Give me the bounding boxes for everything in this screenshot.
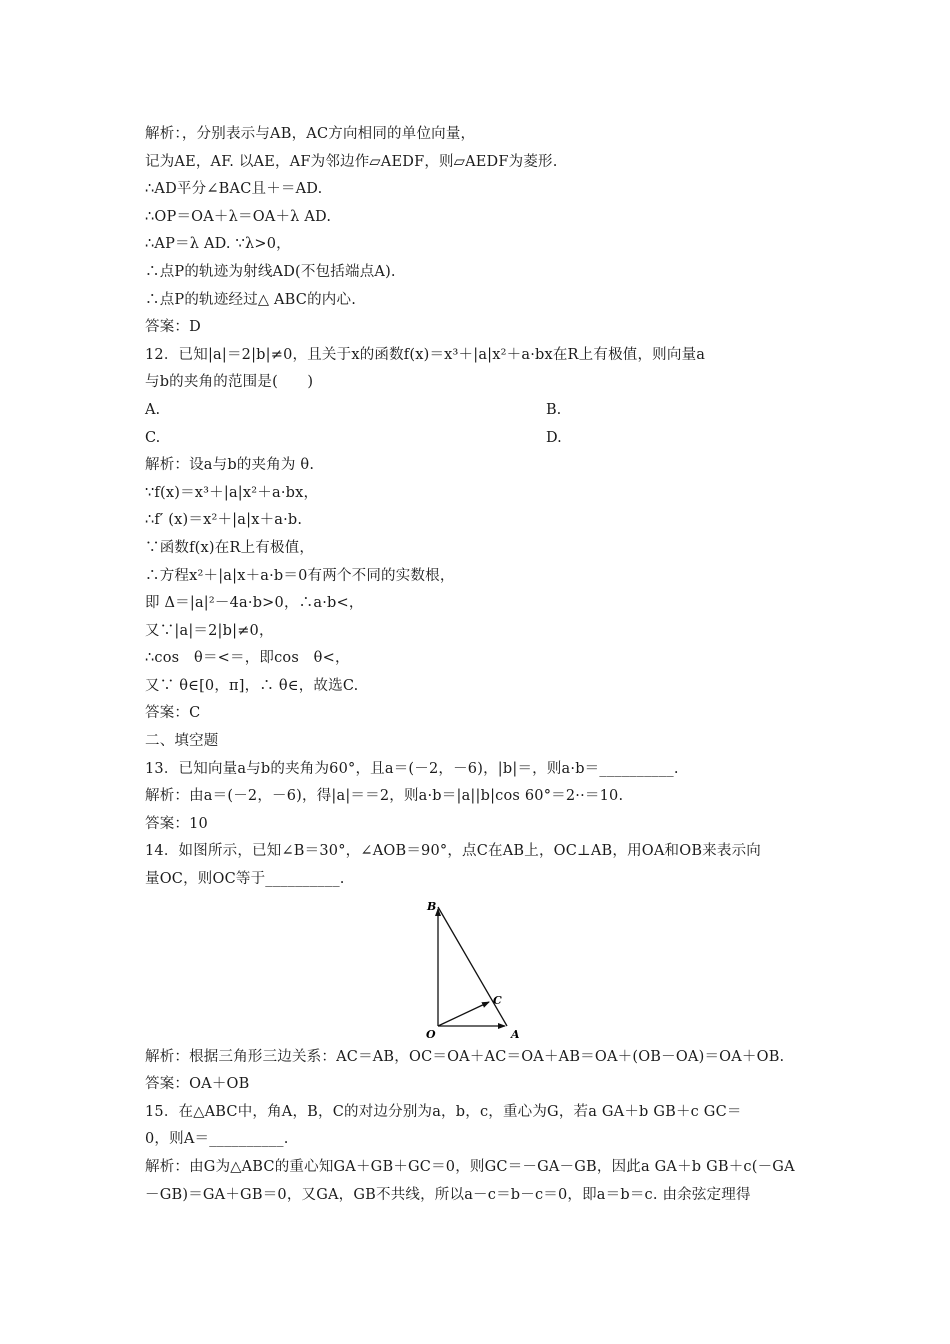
triangle-diagram (425, 898, 535, 1042)
option-row (145, 425, 810, 453)
text-block-mid (145, 452, 810, 894)
text-line: ∴OP＝OA＋λ＝OA＋λ AD. (145, 208, 332, 225)
text-line: 解析：由G为△ABC的重心知GA＋GB＋GC＝0，则GC＝－GA－GB，因此a GA＋b GB＋c(－GA (145, 1159, 795, 1175)
answer-line: 答案：10 (145, 815, 208, 832)
text-line: 解析：由a＝(－2，－6)，得|a|＝＝2，则a·b＝|a||b|cos 60°＝2··＝10. (145, 788, 624, 805)
answer-line: 答案：C (145, 705, 201, 722)
question-12-line: 与b的夹角的范围是( ) (145, 374, 314, 391)
text-block-top (145, 121, 810, 397)
text-line: ∴AP＝λ AD. ∵λ>0， (145, 236, 291, 253)
text-line: 记为AE，AF. 以AE，AF为邻边作▱AEDF，则▱AEDF为菱形. (145, 153, 558, 170)
triangle-figure (145, 898, 810, 1042)
text-line: ∴点P的轨迹经过△ ABC的内心. (145, 291, 357, 308)
question-14-line: 量OC，则OC等于__________. (145, 871, 345, 888)
option-d: D. (546, 429, 562, 446)
text-block-bottom (145, 1044, 810, 1210)
question-15-line: 15．在△ABC中，角A，B，C的对边分别为a，b，c，重心为G，若a GA＋b GB＋c GC＝ (145, 1103, 742, 1120)
label-o: O (426, 1027, 436, 1041)
question-12-line: 12．已知|a|＝2|b|≠0，且关于x的函数f(x)＝x³＋|a|x²＋a·bx在R上有极值，则向量a (145, 346, 706, 363)
option-a: A. (145, 401, 161, 418)
segment-ab (438, 907, 507, 1026)
option-b: B. (546, 401, 562, 418)
question-15-line: 0，则A＝__________. (145, 1131, 289, 1148)
text-line: 即 Δ＝|a|²－4a·b>0，∴a·b<， (145, 595, 364, 612)
text-line: ∴方程x²＋|a|x＋a·b＝0有两个不同的实数根， (145, 567, 455, 584)
text-line: ∴点P的轨迹为射线AD(不包括端点A). (145, 263, 396, 280)
text-line: 解析：，分别表示与AB，AC方向相同的单位向量， (145, 126, 476, 142)
option-row (145, 397, 810, 425)
answer-line: 答案：OA＋OB (145, 1076, 250, 1093)
question-13-line: 13．已知向量a与b的夹角为60°，且a＝(－2，－6)，|b|＝，则a·b＝__________. (145, 760, 679, 777)
text-line: ∴cos θ＝<＝，即cos θ<， (145, 650, 350, 667)
answer-line: 答案：D (145, 319, 201, 336)
text-line: ∵函数f(x)在R上有极值， (145, 539, 315, 556)
label-b: B (427, 899, 437, 913)
document-page (145, 121, 810, 1209)
text-line: ∴f′ (x)＝x²＋|a|x＋a·b. (145, 512, 303, 529)
text-line: ∴AD平分∠BAC且＋＝AD. (145, 181, 323, 198)
section-heading: 二、填空题 (145, 733, 219, 750)
question-14-line: 14．如图所示，已知∠B＝30°，∠AOB＝90°，点C在AB上，OC⊥AB，用OA和OB来表示向 (145, 843, 761, 860)
text-line: ∵f(x)＝x³＋|a|x²＋a·bx， (145, 484, 319, 501)
text-line: 又∵ θ∈[0，π]，∴ θ∈，故选C. (145, 677, 359, 694)
text-line: 解析：根据三角形三边关系：AC＝AB，OC＝OA＋AC＝OA＋AB＝OA＋(OB－OA)＝OA＋OB. (145, 1048, 785, 1065)
text-line: 又∵|a|＝2|b|≠0， (145, 622, 274, 639)
text-line: －GB)＝GA＋GB＝0，又GA，GB不共线，所以a－c＝b－c＝0，即a＝b＝c. 由余弦定理得 (145, 1186, 751, 1203)
option-c: C. (145, 429, 161, 446)
label-a: A (511, 1027, 520, 1041)
label-c: C (493, 993, 502, 1007)
vector-oc (438, 1002, 489, 1026)
text-line: 解析：设a与b的夹角为 θ. (145, 457, 315, 474)
